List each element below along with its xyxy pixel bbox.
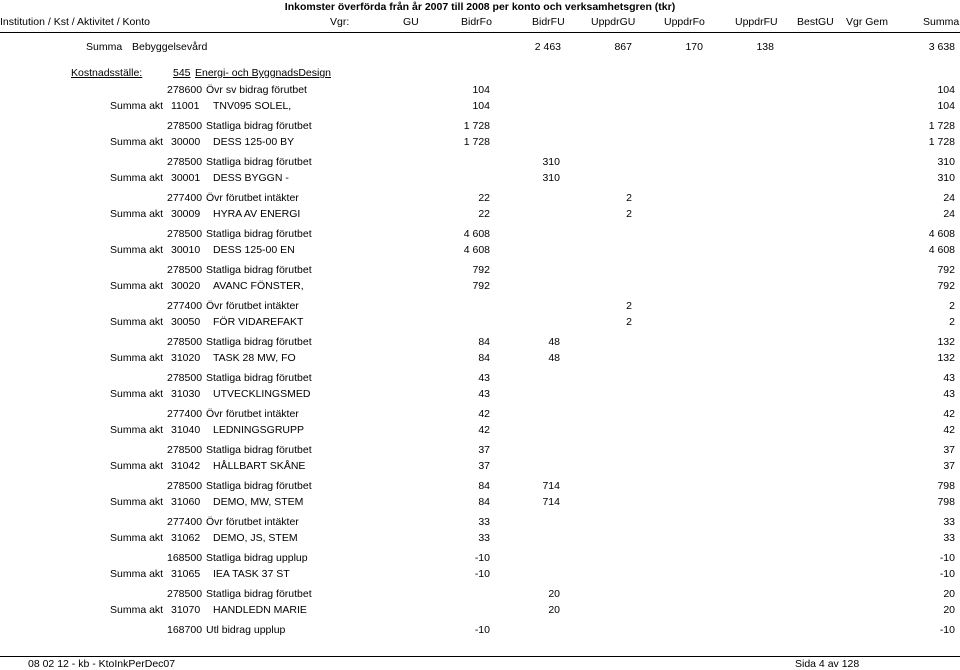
column-header-summa: Summa bbox=[923, 16, 960, 28]
konto-code: 278500 bbox=[167, 264, 203, 276]
column-header-bestgu: BestGU bbox=[797, 16, 834, 28]
column-header-bidrfu: BidrFU bbox=[532, 16, 565, 28]
aktivitet-summa: 43 bbox=[943, 388, 955, 400]
column-header-uppdrgu: UppdrGU bbox=[591, 16, 636, 28]
aktivitet-gu: 43 bbox=[478, 388, 490, 400]
aktivitet-gu: 4 608 bbox=[463, 244, 490, 256]
aktivitet-summa: 4 608 bbox=[928, 244, 955, 256]
aktivitet-code: 30010 bbox=[171, 244, 201, 256]
konto-code: 278500 bbox=[167, 228, 203, 240]
konto-code: 278500 bbox=[167, 120, 203, 132]
konto-name: Statliga bidrag förutbet bbox=[206, 444, 312, 456]
report-subtitle: Institution / Kst / Aktivitet / Konto bbox=[0, 16, 150, 28]
summary-name: Bebyggelsevård bbox=[132, 41, 208, 53]
aktivitet-code: 30009 bbox=[171, 208, 201, 220]
konto-code: 278500 bbox=[167, 336, 203, 348]
konto-name: Statliga bidrag förutbet bbox=[206, 156, 312, 168]
konto-code: 168500 bbox=[167, 552, 203, 564]
konto-summa: 792 bbox=[937, 264, 955, 276]
konto-name: Utl bidrag upplup bbox=[206, 624, 286, 636]
aktivitet-code: 31062 bbox=[171, 532, 201, 544]
aktivitet-gu: -10 bbox=[474, 568, 490, 580]
konto-gu: 104 bbox=[472, 84, 490, 96]
summa-akt-label: Summa akt bbox=[110, 388, 164, 400]
aktivitet-summa: 20 bbox=[943, 604, 955, 616]
konto-summa: 20 bbox=[943, 588, 955, 600]
aktivitet-summa: 2 bbox=[949, 316, 955, 328]
aktivitet-code: 31020 bbox=[171, 352, 201, 364]
column-header-uppdrfu: UppdrFU bbox=[735, 16, 778, 28]
aktivitet-gu: 104 bbox=[472, 100, 490, 112]
konto-bidrfo: 20 bbox=[548, 588, 560, 600]
konto-gu: 792 bbox=[472, 264, 490, 276]
aktivitet-name: HÅLLBART SKÅNE bbox=[213, 460, 306, 472]
konto-name: Statliga bidrag förutbet bbox=[206, 336, 312, 348]
summa-akt-label: Summa akt bbox=[110, 496, 164, 508]
konto-gu: 37 bbox=[478, 444, 490, 456]
aktivitet-name: UTVECKLINGSMED bbox=[213, 388, 311, 400]
konto-summa: -10 bbox=[939, 552, 955, 564]
aktivitet-summa: 798 bbox=[937, 496, 955, 508]
header-divider bbox=[0, 32, 960, 33]
summary-value: 867 bbox=[614, 41, 632, 53]
aktivitet-gu: 42 bbox=[478, 424, 490, 436]
konto-name: Statliga bidrag förutbet bbox=[206, 228, 312, 240]
konto-summa: 104 bbox=[937, 84, 955, 96]
footer-left: 08 02 12 - kb - KtoInkPerDec07 bbox=[28, 658, 176, 670]
aktivitet-summa: 132 bbox=[937, 352, 955, 364]
aktivitet-gu: 84 bbox=[478, 496, 490, 508]
aktivitet-gu: 33 bbox=[478, 532, 490, 544]
konto-code: 277400 bbox=[167, 300, 203, 312]
konto-bidrfo: 310 bbox=[542, 156, 560, 168]
aktivitet-name: FÖR VIDAREFAKT bbox=[213, 316, 304, 328]
column-header-bidrfo: BidrFo bbox=[461, 16, 492, 28]
aktivitet-bidrfo: 714 bbox=[542, 496, 560, 508]
konto-name: Statliga bidrag förutbet bbox=[206, 372, 312, 384]
kostnadsstalle-label: Kostnadsställe: bbox=[71, 67, 143, 79]
konto-summa: 310 bbox=[937, 156, 955, 168]
summa-akt-label: Summa akt bbox=[110, 316, 164, 328]
konto-code: 277400 bbox=[167, 516, 203, 528]
aktivitet-name: TNV095 SOLEL, bbox=[213, 100, 292, 112]
konto-summa: -10 bbox=[939, 624, 955, 636]
aktivitet-name: DEMO, MW, STEM bbox=[213, 496, 304, 508]
aktivitet-name: DESS BYGGN - bbox=[213, 172, 289, 184]
aktivitet-name: LEDNINGSGRUPP bbox=[213, 424, 305, 436]
summa-akt-label: Summa akt bbox=[110, 172, 164, 184]
konto-summa: 1 728 bbox=[928, 120, 955, 132]
konto-summa: 2 bbox=[949, 300, 955, 312]
aktivitet-name: HYRA AV ENERGI bbox=[213, 208, 301, 220]
aktivitet-summa: 792 bbox=[937, 280, 955, 292]
konto-code: 278600 bbox=[167, 84, 203, 96]
footer-divider bbox=[0, 656, 960, 657]
aktivitet-name: TASK 28 MW, FO bbox=[213, 352, 296, 364]
konto-name: Statliga bidrag förutbet bbox=[206, 120, 312, 132]
konto-name: Övr sv bidrag förutbet bbox=[206, 84, 307, 96]
konto-gu: 4 608 bbox=[463, 228, 490, 240]
column-header-vgr: Vgr: bbox=[330, 16, 350, 28]
aktivitet-code: 31065 bbox=[171, 568, 201, 580]
summa-akt-label: Summa akt bbox=[110, 604, 164, 616]
aktivitet-summa: 104 bbox=[937, 100, 955, 112]
summa-akt-label: Summa akt bbox=[110, 208, 164, 220]
aktivitet-name: DESS 125-00 EN bbox=[213, 244, 295, 256]
summa-akt-label: Summa akt bbox=[110, 244, 164, 256]
konto-gu: 1 728 bbox=[463, 120, 490, 132]
konto-bidrfo: 48 bbox=[548, 336, 560, 348]
aktivitet-gu: 22 bbox=[478, 208, 490, 220]
aktivitet-code: 31070 bbox=[171, 604, 201, 616]
konto-summa: 43 bbox=[943, 372, 955, 384]
aktivitet-code: 11001 bbox=[171, 100, 200, 112]
konto-summa: 37 bbox=[943, 444, 955, 456]
aktivitet-bidrfo: 48 bbox=[548, 352, 560, 364]
aktivitet-gu: 84 bbox=[478, 352, 490, 364]
konto-name: Statliga bidrag förutbet bbox=[206, 588, 312, 600]
konto-bidrfu: 2 bbox=[626, 300, 632, 312]
aktivitet-code: 31042 bbox=[171, 460, 201, 472]
aktivitet-gu: 37 bbox=[478, 460, 490, 472]
aktivitet-bidrfo: 20 bbox=[548, 604, 560, 616]
aktivitet-name: AVANC FÖNSTER, bbox=[213, 280, 304, 292]
aktivitet-gu: 792 bbox=[472, 280, 490, 292]
konto-name: Övr förutbet intäkter bbox=[206, 516, 299, 528]
konto-name: Statliga bidrag upplup bbox=[206, 552, 308, 564]
summary-total: 3 638 bbox=[928, 41, 955, 53]
summa-akt-label: Summa akt bbox=[110, 532, 164, 544]
aktivitet-name: IEA TASK 37 ST bbox=[213, 568, 290, 580]
aktivitet-summa: -10 bbox=[939, 568, 955, 580]
aktivitet-bidrfo: 310 bbox=[542, 172, 560, 184]
konto-code: 278500 bbox=[167, 444, 203, 456]
konto-name: Övr förutbet intäkter bbox=[206, 408, 299, 420]
konto-code: 278500 bbox=[167, 588, 203, 600]
konto-name: Övr förutbet intäkter bbox=[206, 300, 299, 312]
konto-gu: 84 bbox=[478, 480, 490, 492]
konto-bidrfu: 2 bbox=[626, 192, 632, 204]
column-header-vgrgem: Vgr Gem bbox=[846, 16, 889, 28]
konto-bidrfo: 714 bbox=[542, 480, 560, 492]
aktivitet-summa: 310 bbox=[937, 172, 955, 184]
konto-summa: 42 bbox=[943, 408, 955, 420]
aktivitet-summa: 42 bbox=[943, 424, 955, 436]
konto-code: 277400 bbox=[167, 192, 203, 204]
summa-akt-label: Summa akt bbox=[110, 136, 164, 148]
konto-summa: 132 bbox=[937, 336, 955, 348]
aktivitet-code: 31040 bbox=[171, 424, 201, 436]
konto-code: 277400 bbox=[167, 408, 203, 420]
konto-summa: 33 bbox=[943, 516, 955, 528]
aktivitet-bidrfu: 2 bbox=[626, 208, 632, 220]
konto-code: 278500 bbox=[167, 156, 203, 168]
aktivitet-summa: 24 bbox=[943, 208, 955, 220]
aktivitet-gu: 1 728 bbox=[463, 136, 490, 148]
aktivitet-code: 30050 bbox=[171, 316, 201, 328]
aktivitet-summa: 37 bbox=[943, 460, 955, 472]
konto-name: Övr förutbet intäkter bbox=[206, 192, 299, 204]
konto-gu: -10 bbox=[474, 552, 490, 564]
konto-gu: 33 bbox=[478, 516, 490, 528]
aktivitet-summa: 33 bbox=[943, 532, 955, 544]
footer-page: Sida 4 av 128 bbox=[795, 658, 860, 670]
konto-summa: 798 bbox=[937, 480, 955, 492]
aktivitet-name: HANDLEDN MARIE bbox=[213, 604, 307, 616]
summary-value: 170 bbox=[685, 41, 703, 53]
konto-gu: -10 bbox=[474, 624, 490, 636]
summa-akt-label: Summa akt bbox=[110, 352, 164, 364]
konto-name: Statliga bidrag förutbet bbox=[206, 480, 312, 492]
aktivitet-code: 31030 bbox=[171, 388, 201, 400]
summa-akt-label: Summa akt bbox=[110, 100, 164, 112]
summary-label: Summa bbox=[86, 41, 123, 53]
column-header-gu: GU bbox=[403, 16, 419, 28]
column-header-uppdrfo: UppdrFo bbox=[664, 16, 705, 28]
kostnadsstalle-name: Energi- och ByggnadsDesign bbox=[195, 67, 331, 79]
summa-akt-label: Summa akt bbox=[110, 280, 164, 292]
aktivitet-code: 30000 bbox=[171, 136, 201, 148]
summa-akt-label: Summa akt bbox=[110, 568, 164, 580]
summa-akt-label: Summa akt bbox=[110, 424, 164, 436]
aktivitet-code: 30001 bbox=[171, 172, 201, 184]
summary-value: 138 bbox=[756, 41, 774, 53]
konto-gu: 84 bbox=[478, 336, 490, 348]
report-title: Inkomster överförda från år 2007 till 2008 per konto och verksamhetsgren (tkr) bbox=[284, 1, 676, 13]
kostnadsstalle-code: 545 bbox=[173, 67, 191, 79]
aktivitet-code: 31060 bbox=[171, 496, 201, 508]
konto-summa: 24 bbox=[943, 192, 955, 204]
summa-akt-label: Summa akt bbox=[110, 460, 164, 472]
aktivitet-summa: 1 728 bbox=[928, 136, 955, 148]
summary-value: 2 463 bbox=[534, 41, 561, 53]
aktivitet-name: DESS 125-00 BY bbox=[213, 136, 295, 148]
konto-gu: 22 bbox=[478, 192, 490, 204]
aktivitet-name: DEMO, JS, STEM bbox=[213, 532, 298, 544]
konto-code: 278500 bbox=[167, 480, 203, 492]
aktivitet-code: 30020 bbox=[171, 280, 201, 292]
konto-gu: 42 bbox=[478, 408, 490, 420]
konto-gu: 43 bbox=[478, 372, 490, 384]
konto-code: 278500 bbox=[167, 372, 203, 384]
aktivitet-bidrfu: 2 bbox=[626, 316, 632, 328]
konto-code: 168700 bbox=[167, 624, 203, 636]
konto-summa: 4 608 bbox=[928, 228, 955, 240]
konto-name: Statliga bidrag förutbet bbox=[206, 264, 312, 276]
